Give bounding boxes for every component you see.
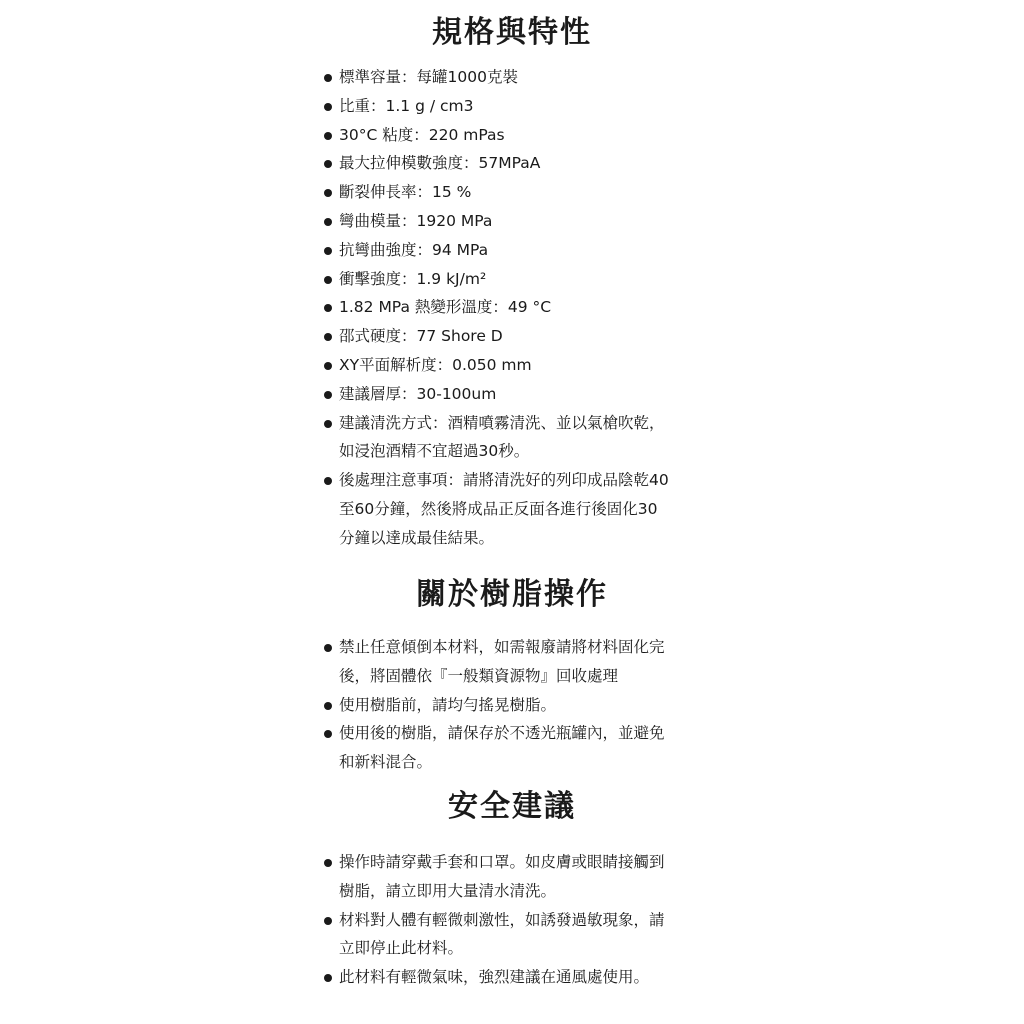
bullet-icon <box>324 644 332 652</box>
bullet-icon <box>324 917 332 925</box>
list-item-text: 立即停止此材料。 <box>339 939 464 958</box>
bullet-icon <box>324 132 332 140</box>
list-item-text: 衝擊強度：1.9 kJ/m² <box>339 269 487 288</box>
safety-list <box>322 848 722 992</box>
safety-heading: 安全建議 <box>448 789 576 824</box>
list-item-text: 邵式硬度：77 Shore D <box>339 327 503 346</box>
bullet-icon <box>324 362 332 370</box>
bullet-icon <box>324 160 332 168</box>
list-item <box>322 633 722 691</box>
list-item <box>322 691 722 720</box>
list-item-text: 分鐘以達成最佳結果。 <box>339 528 495 547</box>
list-item <box>322 719 722 777</box>
specs-list <box>322 63 722 553</box>
bullet-icon <box>324 702 332 710</box>
specs-heading: 規格與特性 <box>432 15 592 50</box>
bullet-icon <box>324 74 332 82</box>
list-item <box>322 178 722 207</box>
list-item-text: 抗彎曲強度：94 MPa <box>339 240 489 259</box>
list-item <box>322 63 722 92</box>
list-item-text: 建議清洗方式：酒精噴霧清洗、並以氣槍吹乾， <box>339 413 665 432</box>
bullet-icon <box>324 859 332 867</box>
list-item <box>322 207 722 236</box>
list-item <box>322 409 722 467</box>
bullet-icon <box>324 420 332 428</box>
bullet-icon <box>324 391 332 399</box>
bullet-icon <box>324 189 332 197</box>
list-item-text: 斷裂伸長率：15 % <box>339 183 472 202</box>
list-item-text: 材料對人體有輕微刺激性，如誘發過敏現象，請 <box>339 910 665 929</box>
bullet-icon <box>324 103 332 111</box>
bullet-icon <box>324 730 332 738</box>
list-item <box>322 322 722 351</box>
list-item-text: 最大拉伸模數強度：57MPaA <box>339 154 541 173</box>
list-item <box>322 265 722 294</box>
bullet-icon <box>324 333 332 341</box>
list-item-text: 操作時請穿戴手套和口罩。如皮膚或眼睛接觸到 <box>339 853 665 871</box>
resin-handling-heading: 關於樹脂操作 <box>416 577 608 612</box>
list-item <box>322 380 722 409</box>
resin-handling-list <box>322 633 722 777</box>
bullet-icon <box>324 304 332 312</box>
list-item-text: 彎曲模量：1920 MPa <box>339 211 493 230</box>
list-item <box>322 121 722 150</box>
list-item-text: 後，將固體依『一般類資源物』回收處理 <box>339 666 619 685</box>
list-item-text: 後處理注意事項：請將清洗好的列印成品陰乾40 <box>339 471 669 490</box>
list-item-text: 使用後的樹脂，請保存於不透光瓶罐內，並避免 <box>339 724 665 743</box>
list-item-text: 建議層厚：30-100um <box>339 384 497 403</box>
list-item-text: 和新料混合。 <box>339 753 433 772</box>
bullet-icon <box>324 218 332 226</box>
list-item-text: 如浸泡酒精不宜超過30秒。 <box>339 442 530 461</box>
list-item <box>322 92 722 121</box>
list-item-text: 使用樹脂前，請均勻搖晃樹脂。 <box>339 695 557 714</box>
list-item <box>322 466 722 552</box>
list-item-text: 30°C 粘度：220 mPas <box>339 125 505 144</box>
list-item-text: 至60分鐘，然後將成品正反面各進行後固化30 <box>339 499 658 518</box>
bullet-icon <box>324 276 332 284</box>
bullet-icon <box>324 247 332 255</box>
list-item-text: XY平面解析度：0.050 mm <box>339 355 532 374</box>
list-item <box>322 351 722 380</box>
list-item <box>322 963 722 992</box>
list-item-text: 比重：1.1 g / cm3 <box>339 96 474 115</box>
bullet-icon <box>324 974 332 982</box>
bullet-icon <box>324 477 332 485</box>
list-item <box>322 848 722 906</box>
list-item <box>322 236 722 265</box>
list-item <box>322 149 722 178</box>
list-item-text: 禁止任意傾倒本材料，如需報廢請將材料固化完 <box>339 638 665 656</box>
list-item <box>322 293 722 322</box>
list-item-text: 1.82 MPa 熱變形溫度：49 °C <box>339 298 552 317</box>
list-item-text: 樹脂，請立即用大量清水清洗。 <box>339 881 557 900</box>
list-item <box>322 906 722 964</box>
list-item-text: 此材料有輕微氣味，強烈建議在通風處使用。 <box>339 968 650 987</box>
list-item-text: 標準容量：每罐1000克裝 <box>339 68 518 86</box>
